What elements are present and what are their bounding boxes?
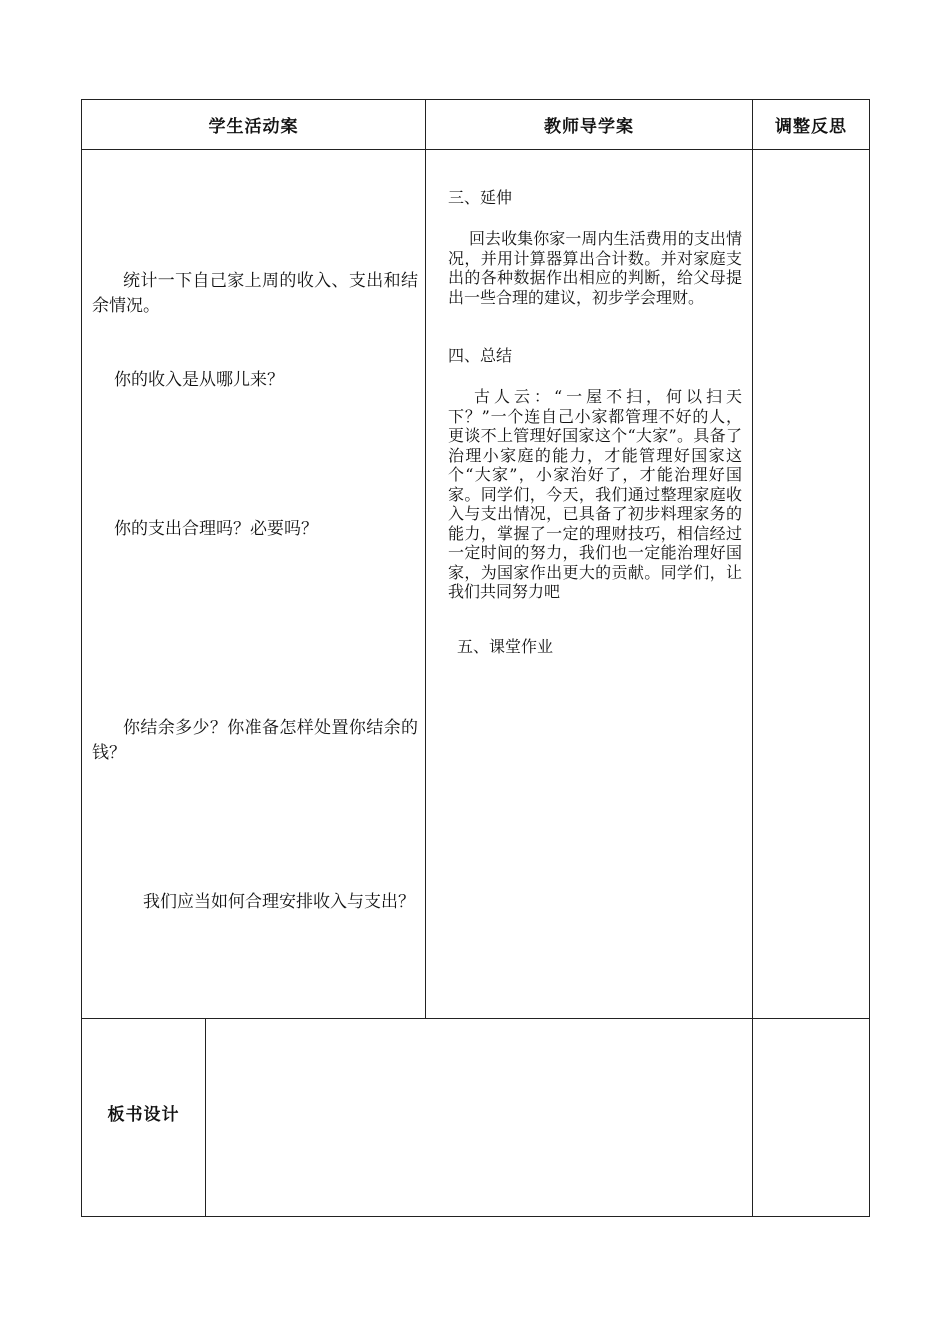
reflection-header: 调整反思 [775, 117, 847, 137]
teacher-reflection-divider [752, 99, 753, 1217]
student-activity-2: 你的收入是从哪儿来？ [114, 370, 284, 390]
section-summary-title: 四、总结 [448, 346, 513, 365]
table-right-border [869, 99, 870, 1217]
student-activity-5: 我们应当如何合理安排收入与支出？ [143, 892, 415, 912]
student-activity-4: 你结余多少？你准备怎样处置你结余的钱？ [92, 718, 418, 763]
section-summary-body: 古人云：“一屋不扫，何以扫天下？”一个连自己小家都管理不好的人，更谈不上管理好国家这个“大家”。具备了治理小家庭的能力，才能管理好国家这个“大家”，小家治好了，才能治理好国家。同学们，今天，我们通过整理家庭收入与支出情况，已具备了初步料理家务的能力，掌握了一定的理财技巧，相信经过一定时间的努力，我们也一定能治理好国家，为国家作出更大的贡献。同学们，让我们共同努力吧 [448, 387, 742, 601]
student-teacher-divider [425, 99, 426, 1019]
section-homework-title: 五、课堂作业 [457, 637, 554, 656]
board-design-label: 板书设计 [107, 1105, 180, 1125]
table-left-border [81, 99, 82, 1217]
student-activity-1: 统计一下自己家上周的收入、支出和结余情况。 [92, 271, 418, 316]
teacher-guide-header: 教师导学案 [544, 117, 634, 137]
board-label-divider [205, 1018, 206, 1217]
section-extension-body: 回去收集你家一周内生活费用的支出情况，并用计算器算出合计数。并对家庭支出的各种数据作出相应的判断，给父母提出一些合理的建议，初步学会理财。 [448, 229, 742, 307]
student-activity-header: 学生活动案 [208, 117, 299, 137]
student-activity-3: 你的支出合理吗？必要吗？ [114, 519, 318, 539]
section-extension-title: 三、延伸 [448, 188, 513, 207]
